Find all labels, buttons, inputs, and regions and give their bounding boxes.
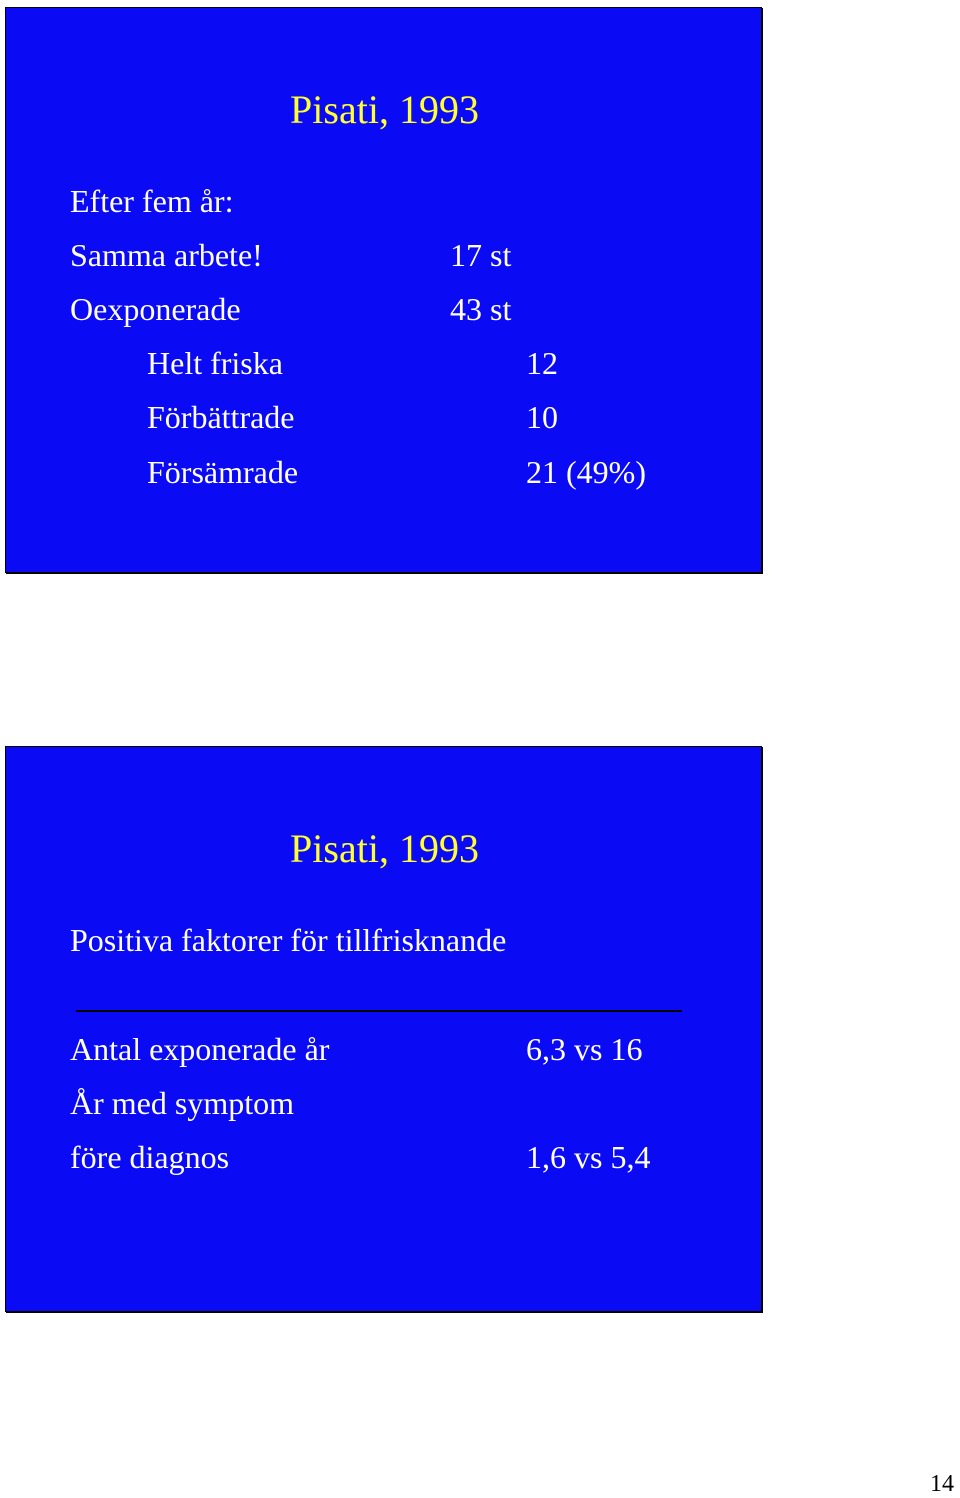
row-label-fore-diagnos: före diagnos [70,1139,230,1175]
row-value-forsamrade: 21 (49%) [526,454,646,490]
row-label-oexponerade: Oexponerade [70,291,241,327]
row-value-forbattrade: 10 [526,399,558,435]
row-label-samma-arbete: Samma arbete! [70,237,263,273]
slide-1 [5,7,762,573]
slide-2-title: Pisati, 1993 [290,826,479,871]
row-label-helt-friska: Helt friska [147,345,283,381]
divider-line [76,1010,682,1012]
row-value-oexponerade: 43 st [450,291,512,327]
slide-1-title: Pisati, 1993 [290,87,479,132]
row-label-ar-med-symptom: År med symptom [70,1085,294,1121]
row-value-samma-arbete: 17 st [450,237,512,273]
page-number: 14 [930,1471,954,1497]
row-value-antal-exponerade-ar: 6,3 vs 16 [526,1031,643,1067]
slide-2 [5,746,762,1312]
slide-1-heading: Efter fem år: [70,183,234,219]
row-value-fore-diagnos: 1,6 vs 5,4 [526,1139,651,1175]
row-value-helt-friska: 12 [526,345,558,381]
slide-2-heading: Positiva faktorer för tillfrisknande [70,922,507,958]
row-label-antal-exponerade-ar: Antal exponerade år [70,1031,330,1067]
row-label-forsamrade: Försämrade [147,454,299,490]
row-label-forbattrade: Förbättrade [147,399,295,435]
